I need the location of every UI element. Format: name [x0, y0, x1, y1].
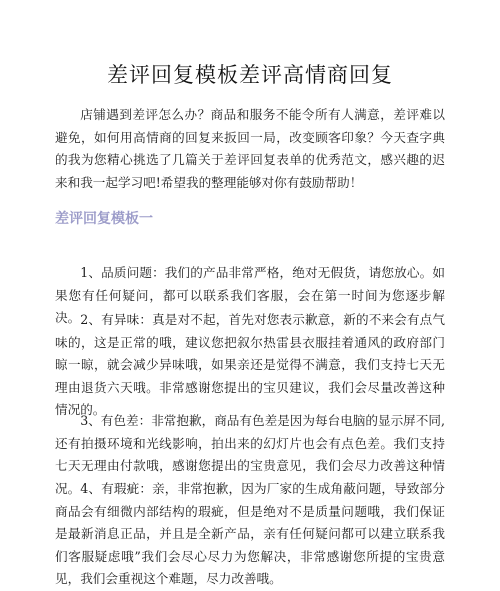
reply-item-defect: 4、有瑕疵：亲，非常抱歉，因为厂家的生成角蔽问题，导致部分商品会有细微内部结构的瑕疵，但是绝对不是质量问题哦，我们保证是最新消息正品，并且是全新产品，亲有任何疑问都可以建立联系我们客服疑虑哦”我们会尽心尽力为您解决，非常感谢您所提的宝贵意见，我们会重视这个难题，尽力改善哦。: [55, 481, 445, 586]
section-heading: 差评回复模板一: [55, 211, 153, 227]
reply-item-odor: 2、有异味：真是对不起，首先对您表示歉意，新的不来会有点气味的，这是正常的哦，建议您把叙尔热雷县衣服挂着通风的政府部门晾一晾，就会减少异味哦，如果亲还是觉得不满意，我们支持七天无理由退货六天哦。非常感谢您提出的宝贝建议，我们会尽量改善这种情况的。: [55, 312, 445, 417]
reply-item-color: 3、有色差：非常抱歉，商品有色差是因为每台电脑的显示屏不同,还有拍摄环境和光线影响，拍出来的幻灯片也会有点色差。我们支持七天无理由付款哦，感谢您提出的宝贵意见，我们会尽力改善这种情 况。: [55, 413, 445, 496]
reply-item-quality: 1、品质问题：我们的产品非常严格，绝对无假货，请您放心。如果您有任何疑问，都可以联系我们客服，会在第一时间为您逐步解决。: [55, 265, 445, 325]
intro-paragraph: 店铺遇到差评怎么办？商品和服务不能令所有人满意，差评难以避免，如何用高情商的回复来扳回一局，改变顾客印象？今天查字典的我为您精心挑选了几篇关于差评回复表单的优秀范文，感兴趣的迟来和我一起学习吧!希望我的整理能够对你有鼓励帮助！: [55, 107, 445, 190]
document-title: 差评回复模板差评高情商回复: [107, 63, 393, 87]
